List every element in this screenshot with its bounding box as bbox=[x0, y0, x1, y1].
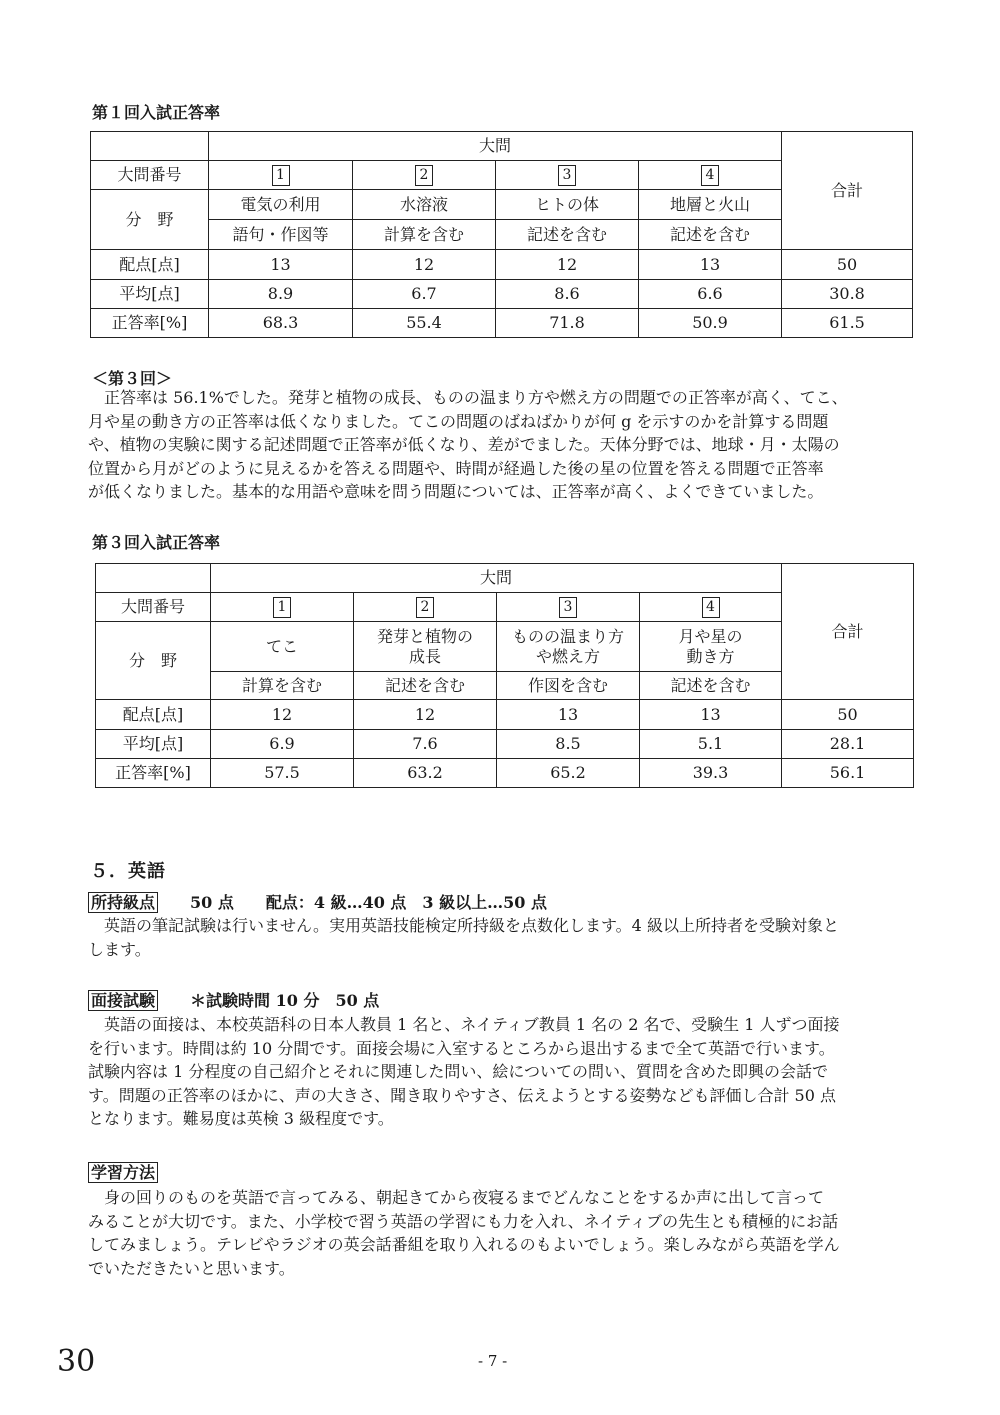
value-cell: 5.1 bbox=[640, 730, 782, 759]
text-line: 位置から月がどのように見えるかを答える問題や、時間が経過した後の星の位置を答える問題で正答率 bbox=[88, 458, 824, 478]
type-cell: 計算を含む bbox=[353, 220, 496, 250]
section-title: ５．英語 bbox=[90, 861, 166, 882]
text-line: 正答率は 56.1%でした。発芽と植物の成長、ものの温まり方や燃え方の問題での正答率が高く、てこ、 bbox=[88, 388, 848, 407]
page-number: - 7 - bbox=[478, 1352, 508, 1370]
grade-info: 50 点 配点：4 級…40 点 3 級以上…50 点 bbox=[190, 893, 547, 912]
field-cell: てこ bbox=[211, 622, 354, 672]
value-cell: 8.5 bbox=[497, 730, 640, 759]
field-cell: 発芽と植物の 成長 bbox=[354, 622, 497, 672]
table-row bbox=[96, 730, 914, 759]
table-row bbox=[91, 309, 913, 338]
field-cell: 地層と火山 bbox=[639, 190, 782, 220]
table1-field-label: 分 野 bbox=[91, 190, 209, 250]
table3-caption: 第３回入試正答率 bbox=[92, 533, 221, 552]
row-label: 配点[点] bbox=[91, 250, 209, 280]
type-cell: 記述を含む bbox=[640, 672, 782, 700]
type-cell: 記述を含む bbox=[639, 220, 782, 250]
text-line: 試験内容は 1 分程度の自己紹介とそれに関連した問い、絵についての問い、質問を含めた即興の会話で bbox=[88, 1062, 829, 1081]
value-cell: 56.1 bbox=[782, 759, 914, 788]
text-line: が低くなりました。基本的な用語や意味を問う問題については、正答率が高く、よくできていました。 bbox=[88, 482, 824, 501]
text-line: 英語の面接は、本校英語科の日本人教員 1 名と、ネイティブ教員 1 名の 2 名で、受験生 1 人ずつ面接 bbox=[88, 1015, 840, 1034]
question-number: 3 bbox=[558, 165, 576, 186]
study-paragraph bbox=[88, 1186, 912, 1280]
value-cell: 6.6 bbox=[639, 280, 782, 309]
value-cell: 8.9 bbox=[209, 280, 353, 309]
interview-info: ＊試験時間 10 分 50 点 bbox=[190, 991, 380, 1010]
value-cell: 50 bbox=[782, 700, 914, 730]
question-number: 1 bbox=[273, 597, 291, 618]
type-cell: 記述を含む bbox=[496, 220, 639, 250]
value-cell: 50.9 bbox=[639, 309, 782, 338]
field-cell: 水溶液 bbox=[353, 190, 496, 220]
table1-caption: 第１回入試正答率 bbox=[92, 103, 221, 122]
interview-heading-row bbox=[88, 988, 379, 1011]
row-label: 平均[点] bbox=[96, 730, 211, 759]
study-label: 学習方法 bbox=[88, 1162, 158, 1183]
field-cell: 電気の利用 bbox=[209, 190, 353, 220]
value-cell: 71.8 bbox=[496, 309, 639, 338]
row-label: 平均[点] bbox=[91, 280, 209, 309]
row-label: 正答率[%] bbox=[91, 309, 209, 338]
table1 bbox=[90, 131, 913, 338]
text-line: します。 bbox=[88, 939, 151, 959]
text-line: す。問題の正答率のほかに、声の大きさ、聞き取りやすさ、伝えようとする姿勢なども評価し合計 50 点 bbox=[88, 1085, 836, 1105]
grade-label: 所持級点 bbox=[88, 892, 158, 913]
field-cell: ヒトの体 bbox=[496, 190, 639, 220]
table3 bbox=[95, 563, 914, 788]
table3-number-label: 大問番号 bbox=[96, 593, 211, 622]
table1-number-label: 大問番号 bbox=[91, 161, 209, 190]
text-line: 英語の筆記試験は行いません。実用英語技能検定所持級を点数化します。4 級以上所持者を受験対象と bbox=[88, 916, 839, 935]
table3-group-header: 大問 bbox=[211, 564, 782, 593]
study-heading-row bbox=[88, 1160, 158, 1183]
value-cell: 12 bbox=[211, 700, 354, 730]
table3-field-label: 分 野 bbox=[96, 622, 211, 700]
table1-group-header: 大問 bbox=[209, 132, 782, 161]
type-cell: 記述を含む bbox=[354, 672, 497, 700]
text-line: みることが大切です。また、小学校で習う英語の学習にも力を入れ、ネイティブの先生とも積極的にお話 bbox=[88, 1211, 839, 1231]
value-cell: 6.9 bbox=[211, 730, 354, 759]
value-cell: 30.8 bbox=[782, 280, 913, 309]
table-row bbox=[91, 280, 913, 309]
field-cell: ものの温まり方 や燃え方 bbox=[497, 622, 640, 672]
text-line: でいただきたいと思います。 bbox=[88, 1258, 295, 1278]
value-cell: 13 bbox=[640, 700, 782, 730]
table-row bbox=[96, 700, 914, 730]
value-cell: 28.1 bbox=[782, 730, 914, 759]
table-row bbox=[96, 759, 914, 788]
text-line: や、植物の実験に関する記述問題で正答率が低くなり、差がでました。天体分野では、地球・月・太陽の bbox=[88, 435, 840, 454]
text-line: となります。難易度は英検 3 級程度です。 bbox=[88, 1109, 394, 1128]
question-number: 4 bbox=[701, 165, 719, 186]
round3-heading: ＜第３回＞ bbox=[92, 369, 173, 388]
value-cell: 13 bbox=[497, 700, 640, 730]
value-cell: 61.5 bbox=[782, 309, 913, 338]
grade-heading-row bbox=[88, 890, 547, 913]
row-label: 正答率[%] bbox=[96, 759, 211, 788]
table3-corner bbox=[96, 564, 211, 593]
value-cell: 7.6 bbox=[354, 730, 497, 759]
table3-total-header: 合計 bbox=[782, 564, 914, 700]
value-cell: 55.4 bbox=[353, 309, 496, 338]
value-cell: 39.3 bbox=[640, 759, 782, 788]
text-line: 身の回りのものを英語で言ってみる、朝起きてから夜寝るまでどんなことをするか声に出して言って bbox=[88, 1188, 825, 1207]
question-number: 4 bbox=[702, 597, 720, 618]
interview-label: 面接試験 bbox=[88, 990, 158, 1011]
question-number: 1 bbox=[272, 165, 290, 186]
text-line: を行います。時間は約 10 分間です。面接会場に入室するところから退出するまで全て英語で行います。 bbox=[88, 1038, 835, 1058]
value-cell: 50 bbox=[782, 250, 913, 280]
grade-paragraph bbox=[88, 914, 912, 961]
value-cell: 13 bbox=[209, 250, 353, 280]
value-cell: 57.5 bbox=[211, 759, 354, 788]
question-number: 3 bbox=[559, 597, 577, 618]
value-cell: 63.2 bbox=[354, 759, 497, 788]
value-cell: 6.7 bbox=[353, 280, 496, 309]
type-cell: 計算を含む bbox=[211, 672, 354, 700]
text-line: してみましょう。テレビやラジオの英会話番組を取り入れるのもよいでしょう。楽しみながら英語を学ん bbox=[88, 1235, 840, 1254]
row-label: 配点[点] bbox=[96, 700, 211, 730]
value-cell: 13 bbox=[639, 250, 782, 280]
field-cell: 月や星の 動き方 bbox=[640, 622, 782, 672]
interview-paragraph bbox=[88, 1013, 912, 1131]
page-stamp-number: 30 bbox=[57, 1344, 96, 1379]
value-cell: 65.2 bbox=[497, 759, 640, 788]
value-cell: 68.3 bbox=[209, 309, 353, 338]
type-cell: 語句・作図等 bbox=[209, 220, 353, 250]
table1-corner bbox=[91, 132, 209, 161]
value-cell: 12 bbox=[353, 250, 496, 280]
value-cell: 12 bbox=[496, 250, 639, 280]
table1-total-header: 合計 bbox=[782, 132, 913, 250]
type-cell: 作図を含む bbox=[497, 672, 640, 700]
table-row bbox=[91, 250, 913, 280]
question-number: 2 bbox=[416, 597, 434, 618]
question-number: 2 bbox=[415, 165, 433, 186]
value-cell: 8.6 bbox=[496, 280, 639, 309]
text-line: 月や星の動き方の正答率は低くなりました。てこの問題のばねばかりが何 g を示すのかを計算する問題 bbox=[88, 411, 829, 431]
round3-paragraph bbox=[88, 386, 912, 504]
value-cell: 12 bbox=[354, 700, 497, 730]
